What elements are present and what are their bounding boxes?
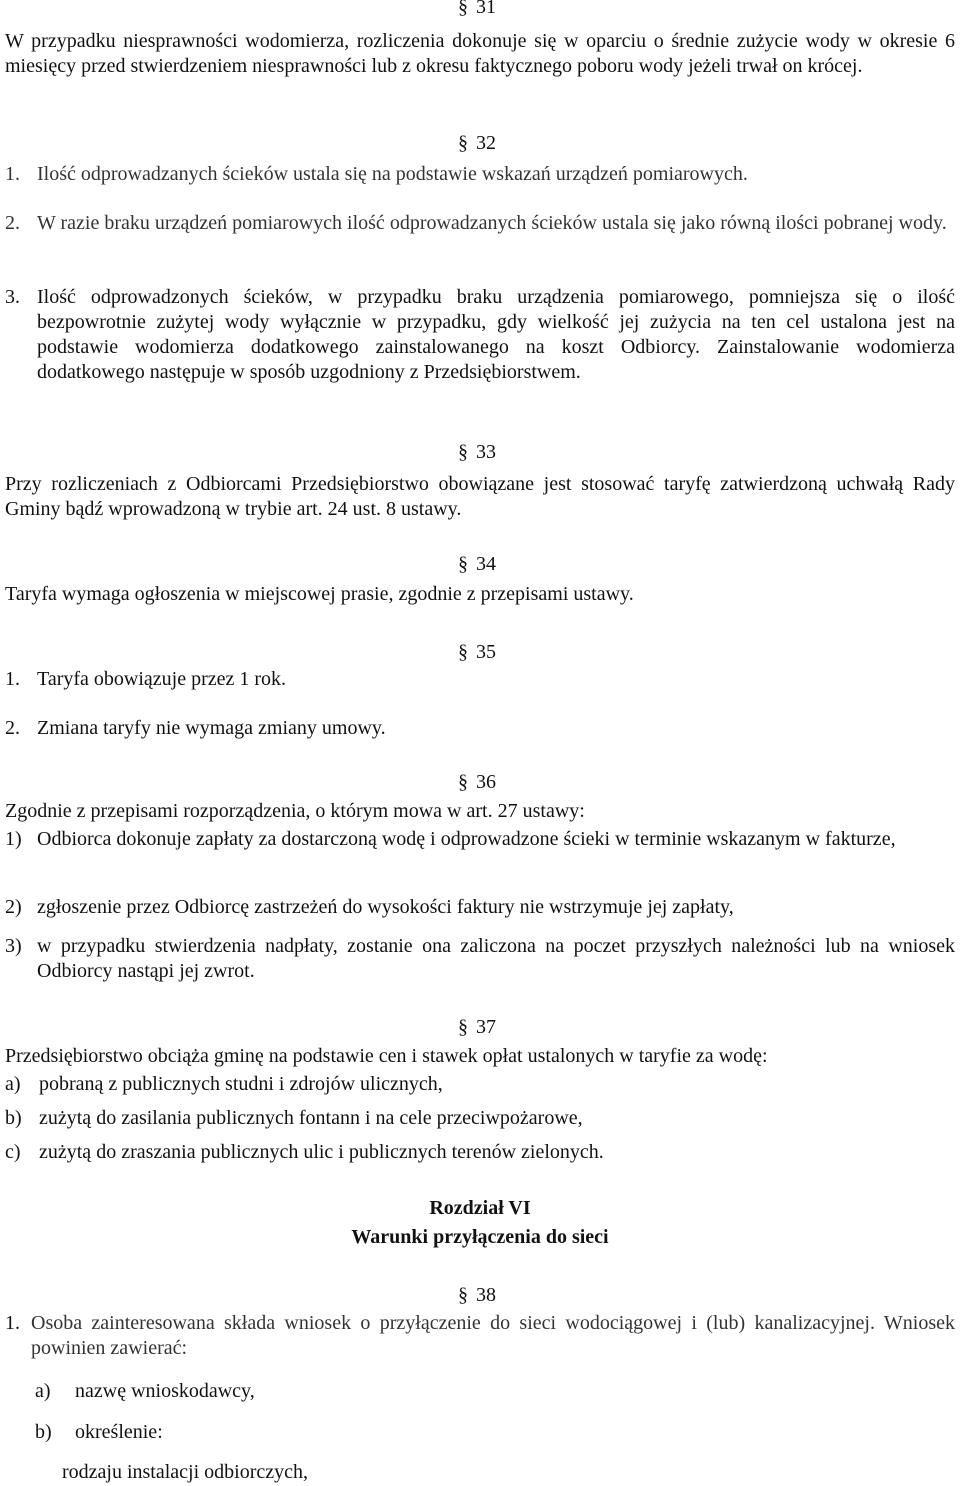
section-sign: § bbox=[458, 771, 468, 793]
section-sign: § bbox=[458, 553, 468, 575]
list-item: 1. Osoba zainteresowana składa wniosek o przyłączenie do sieci wodociągowej i (lub) kanalizacyjnej. Wniosek powinien zawierać: bbox=[5, 1312, 955, 1359]
chapter-subtitle: Warunki przyłączenia do sieci bbox=[351, 1226, 609, 1248]
section-sign: § bbox=[458, 641, 468, 663]
list-item: a) pobraną z publicznych studni i zdrojów ulicznych, bbox=[5, 1073, 443, 1095]
list-item: 1) Odbiorca dokonuje zapłaty za dostarczoną wodę i odprowadzone ścieki w terminie wskazanym w fakturze, bbox=[5, 828, 896, 850]
list-item: 3) w przypadku stwierdzenia nadpłaty, zostanie ona zaliczona na poczet przyszłych należności lub na wniosek Odbiorcy nastąpi jej zwrot. bbox=[5, 935, 955, 982]
list-item: a) nazwę wnioskodawcy, bbox=[35, 1380, 255, 1402]
section-sign: § bbox=[458, 1284, 468, 1306]
section-heading-32: § 32 bbox=[458, 132, 496, 154]
list-item: 3. Ilość odprowadzonych ścieków, w przypadku braku urządzenia pomiarowego, pomniejsza się o ilość bezpowrotnie zużytej wody wyłącznie w przypadku, gdy wielkość jej zużycia na ten cel ustalona jest na podstawie wodomierza dodatkowego zainstalowanego na koszt Odbiorcy. Zainstalowanie wodomierza dodatkowego następuje w sposób uzgodniony z Przedsiębiorstwem. bbox=[5, 286, 955, 383]
section-heading-33: § 33 bbox=[458, 441, 496, 463]
chapter-title: Rozdział VI bbox=[429, 1197, 531, 1219]
paragraph-37-intro: Przedsiębiorstwo obciąża gminę na podstawie cen i stawek opłat ustalonych w taryfie za wodę: bbox=[5, 1045, 768, 1067]
section-heading-34: § 34 bbox=[458, 553, 496, 575]
section-sign: § bbox=[458, 1016, 468, 1038]
list-item: 2) zgłoszenie przez Odbiorcę zastrzeżeń do wysokości faktury nie wstrzymuje jej zapłaty, bbox=[5, 896, 734, 918]
list-item: 1. Taryfa obowiązuje przez 1 rok. bbox=[5, 668, 287, 690]
section-sign: § bbox=[458, 0, 468, 18]
list-item: b) zużytą do zasilania publicznych fontann i na cele przeciwpożarowe, bbox=[5, 1107, 583, 1129]
paragraph-33: Przy rozliczeniach z Odbiorcami Przedsiębiorstwo obowiązane jest stosować taryfę zatwierdzoną uchwałą Rady Gminy bądź wprowadzoną w trybie art. 24 ust. 8 ustawy. bbox=[5, 473, 955, 520]
paragraph-36-intro: Zgodnie z przepisami rozporządzenia, o którym mowa w art. 27 ustawy: bbox=[5, 800, 585, 822]
list-item: 2. W razie braku urządzeń pomiarowych ilość odprowadzanych ścieków ustala się jako równą ilości pobranej wody. bbox=[5, 212, 947, 234]
section-sign: § bbox=[458, 441, 468, 463]
list-item: c) zużytą do zraszania publicznych ulic i publicznych terenów zielonych. bbox=[5, 1141, 604, 1163]
list-item: b) określenie: bbox=[35, 1421, 163, 1443]
section-heading-38: § 38 bbox=[458, 1284, 496, 1306]
section-heading-31: § 31 bbox=[458, 0, 496, 20]
paragraph-34: Taryfa wymaga ogłoszenia w miejscowej prasie, zgodnie z przepisami ustawy. bbox=[5, 583, 634, 605]
sub-item: rodzaju instalacji odbiorczych, bbox=[62, 1461, 309, 1483]
paragraph-31: W przypadku niesprawności wodomierza, rozliczenia dokonuje się w oparciu o średnie zużycie wody w okresie 6 miesięcy przed stwierdzeniem niesprawności lub z okresu faktycznego poboru wody jeżeli trwał on krócej. bbox=[5, 30, 955, 77]
section-heading-37: § 37 bbox=[458, 1016, 496, 1038]
section-heading-35: § 35 bbox=[458, 641, 496, 663]
section-sign: § bbox=[458, 132, 468, 154]
list-item: 1. Ilość odprowadzanych ścieków ustala się na podstawie wskazań urządzeń pomiarowych. bbox=[5, 163, 748, 185]
list-item: 2. Zmiana taryfy nie wymaga zmiany umowy. bbox=[5, 717, 386, 739]
section-heading-36: § 36 bbox=[458, 771, 496, 793]
